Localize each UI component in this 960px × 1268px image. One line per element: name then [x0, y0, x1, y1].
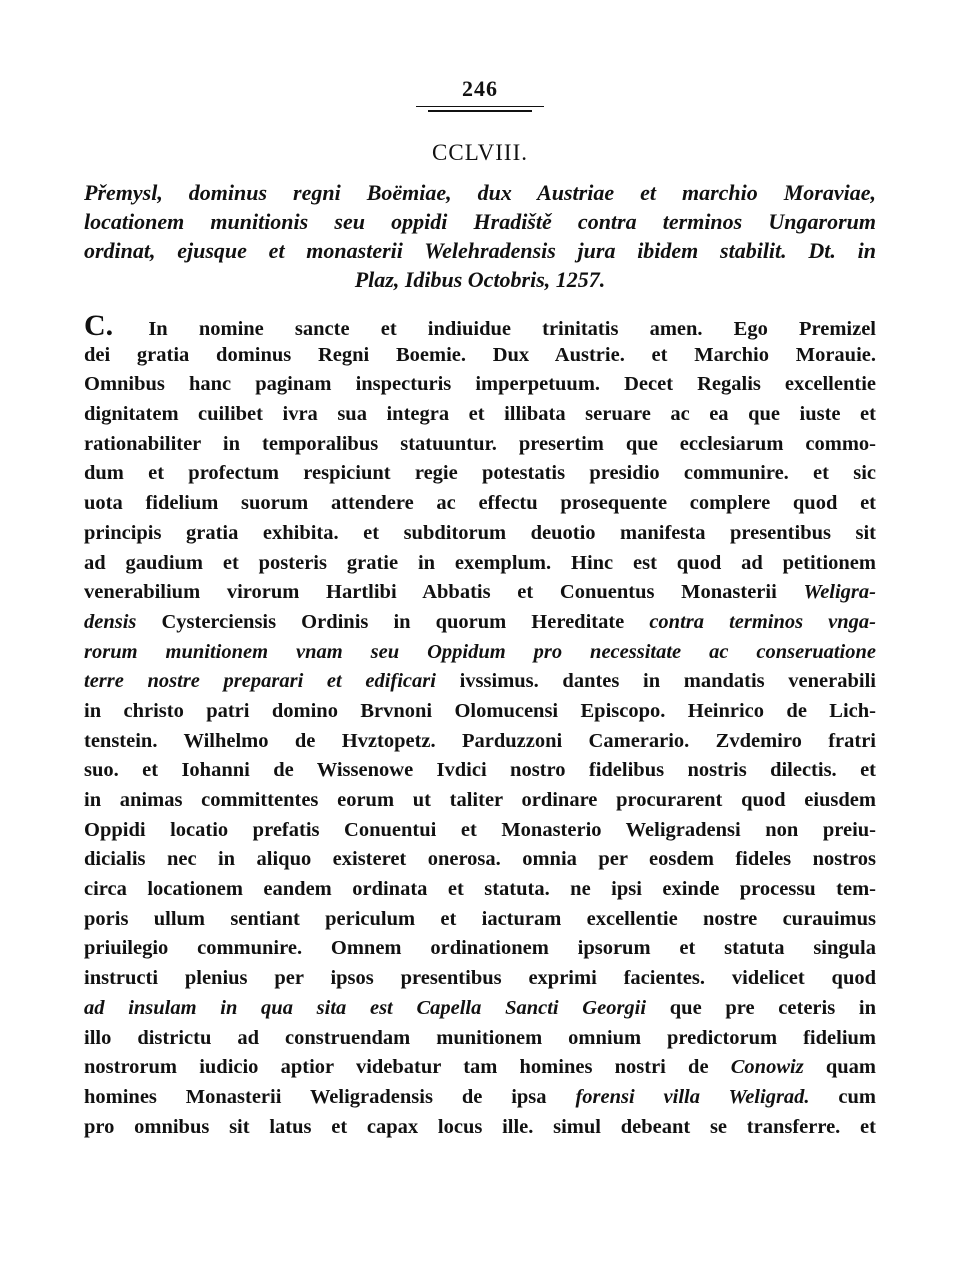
- heading-line: locationem munitionis seu oppidi Hradiště contra terminos Ungarorum: [84, 209, 876, 234]
- text-line: Oppidi locatio prefatis Conuentui et Monasterio Weligradensi non preiu-: [84, 818, 876, 841]
- text-line: homines Monasterii Weligradensis de ipsa forensi villa Weligrad. cum: [84, 1085, 877, 1108]
- text-line: illo districtu ad construendam munitionem omnium predictorum fidelium: [84, 1026, 876, 1049]
- text-line: Omnibus hanc paginam inspecturis imperpetuum. Decet Regalis excellentie: [84, 373, 876, 396]
- text-line: uota fidelium suorum attendere ac effectu prosequente complere quod et: [84, 492, 876, 515]
- text-line: dicialis nec in aliquo existeret onerosa. omnia per eosdem fideles nostros: [84, 848, 876, 871]
- heading-line: ordinat, ejusque et monasterii Welehradensis jura ibidem stabilit. Dt. in: [84, 238, 876, 263]
- text-line: principis gratia exhibita. et subditorum deuotio manifesta presentibus sit: [84, 521, 876, 544]
- charter-text: [84, 311, 876, 1142]
- text-line: pro omnibus sit latus et capax locus ille. simul debeant se transferre. et: [84, 1115, 876, 1138]
- text-line: nostrorum iudicio aptior videbatur tam homines nostri de Conowiz quam: [84, 1056, 876, 1079]
- text-line: ad insulam in qua sita est Capella Sancti Georgii que pre ceteris in: [84, 996, 876, 1019]
- header-rule: [416, 106, 544, 107]
- text-line: dum et profectum respiciunt regie potestatis presidio communire. et sic: [84, 462, 876, 485]
- text-line: in animas committentes eorum ut taliter ordinare procurarent quod eiusdem: [84, 789, 876, 811]
- text-line: priuilegio communire. Omnem ordinationem ipsorum et statuta singula: [84, 937, 876, 960]
- text-line: circa locationem eandem ordinata et statuta. ne ipsi exinde processu tem-: [84, 878, 876, 901]
- text-line: rorum munitionem vnam seu Oppidum pro necessitate ac conseruatione: [84, 640, 876, 663]
- document-number: CCLVIII.: [432, 140, 528, 165]
- text-line: densis Cysterciensis Ordinis in quorum Hereditate contra terminos vnga-: [84, 610, 876, 633]
- initial-letter: C.: [84, 309, 114, 342]
- text-line: poris ullum sentiant periculum et iacturam excellentie nostre curauimus: [84, 907, 876, 930]
- header-rule-thick: [428, 110, 532, 112]
- text-line: ad gaudium et posteris gratie in exemplum. Hinc est quod ad petitionem: [84, 551, 876, 574]
- text-line: venerabilium virorum Hartlibi Abbatis et Conuentus Monasterii Weligra-: [84, 581, 876, 604]
- text-line: suo. et Iohanni de Wissenowe Ivdici nostro fidelibus nostris dilectis. et: [84, 759, 876, 782]
- text-line: terre nostre preparari et edificari ivssimus. dantes in mandatis venerabili: [84, 670, 876, 693]
- text-line: dei gratia dominus Regni Boemie. Dux Austrie. et Marchio Morauie.: [84, 343, 876, 366]
- text-line: tenstein. Wilhelmo de Hvztopetz. Parduzzoni Camerario. Zvdemiro fratri: [84, 729, 876, 752]
- text-line: rationabiliter in temporalibus statuuntur. presertim que ecclesiarum commo-: [84, 432, 876, 455]
- text-line: C. In nomine sancte et indiuidue trinitatis amen. Ego Premizel: [84, 309, 877, 342]
- document-heading: [84, 178, 876, 294]
- text-line: in christo patri domino Brvnoni Olomucensi Episcopo. Heinrico de Lich-: [84, 699, 876, 722]
- heading-line: Přemysl, dominus regni Boëmiae, dux Austriae et marchio Moraviae,: [84, 180, 876, 205]
- text-line: instructi plenius per ipsos presentibus exprimi facientes. videlicet quod: [84, 967, 876, 990]
- text-line: dignitatem cuilibet ivra sua integra et illibata seruare ac ea que iuste et: [84, 403, 876, 426]
- page-number: 246: [462, 76, 498, 101]
- heading-line-date: Plaz, Idibus Octobris, 1257.: [354, 267, 606, 292]
